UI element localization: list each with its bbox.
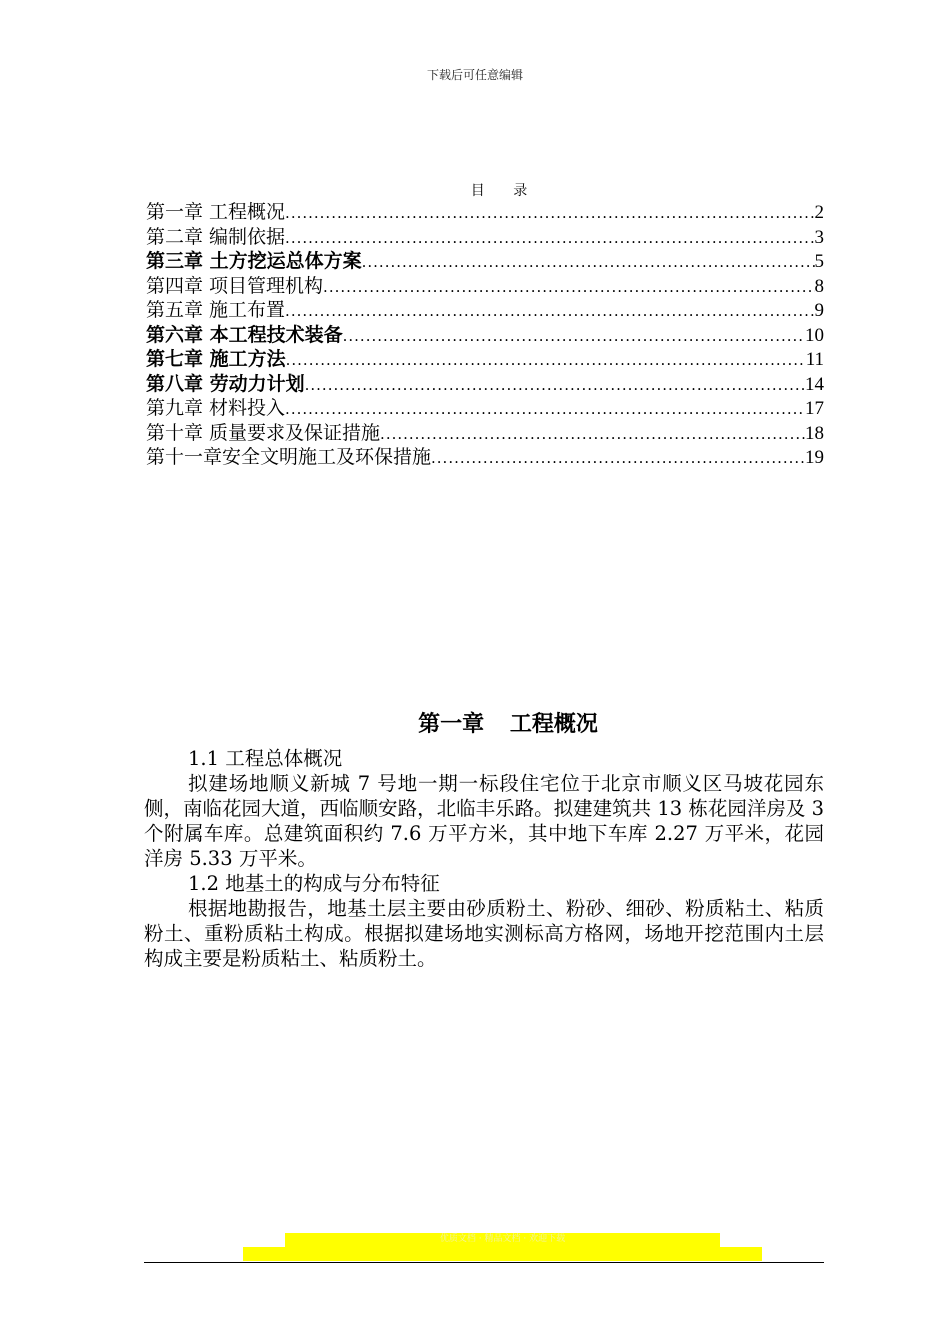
footer-rule — [144, 1262, 824, 1263]
chapter-body — [144, 746, 824, 971]
toc-leader-dots — [380, 422, 805, 446]
toc-entry-page: 10 — [805, 324, 824, 346]
toc-leader-dots — [323, 275, 814, 299]
toc-entry-label: 第八章 劳动力计划 — [146, 372, 305, 395]
toc-entry[interactable] — [146, 225, 824, 250]
toc-entry-page: 2 — [814, 202, 824, 223]
toc-leader-dots — [431, 446, 805, 470]
toc-leader-dots — [285, 299, 814, 323]
footer-highlight-band-bottom — [243, 1247, 762, 1261]
toc-entry-label: 第十章 质量要求及保证措施 — [146, 421, 381, 444]
toc-entry-page: 18 — [805, 422, 824, 444]
toc-leader-dots — [285, 397, 805, 421]
toc-leader-dots — [343, 324, 805, 348]
toc-entry-page: 19 — [805, 447, 824, 468]
body-paragraph: 根据地勘报告，地基土层主要由砂质粉土、粉砂、细砂、粉质粘土、粘质粉土、重粉质粘土构成。根据拟建场地实测标高方格网，场地开挖范围内土层构成主要是粉质粘土、粘质粉土。 — [144, 897, 824, 970]
toc-title: 目 录 — [470, 183, 540, 199]
toc-leader-dots — [285, 226, 814, 250]
toc-entry-page: 5 — [814, 251, 824, 272]
toc-entry-page: 8 — [814, 275, 824, 297]
toc-leader-dots — [286, 348, 806, 372]
toc-entry[interactable] — [146, 200, 824, 225]
toc-entry[interactable] — [146, 445, 824, 470]
section-subheading: 1.2 地基土的构成与分布特征 — [188, 872, 440, 895]
toc-leader-dots — [362, 250, 815, 274]
toc-entry[interactable] — [146, 347, 824, 372]
toc-entry[interactable] — [146, 249, 824, 274]
toc-entry-label: 第四章 项目管理机构 — [146, 274, 324, 297]
body-paragraph: 拟建场地顺义新城 7 号地一期一标段住宅位于北京市顺义区马坡花园东侧，南临花园大道，西临顺安路，北临丰乐路。拟建建筑共 13 栋花园洋房及 3 个附属车库。总建筑面积约 7.6 万平方米，其中地下车库 2.27 万平米，花园洋房 5.33 万平米。 — [144, 772, 824, 870]
table-of-contents — [146, 200, 824, 470]
toc-entry-label: 第一章 工程概况 — [146, 201, 286, 223]
toc-entry-page: 14 — [805, 373, 824, 395]
chapter-heading: 第一章 工程概况 — [418, 712, 598, 737]
toc-entry[interactable] — [146, 372, 824, 397]
header-note: 下载后可任意编辑 — [426, 68, 523, 82]
toc-leader-dots — [305, 373, 805, 397]
toc-entry[interactable] — [146, 298, 824, 323]
toc-entry[interactable] — [146, 396, 824, 421]
toc-entry-label: 第十一章安全文明施工及环保措施 — [146, 446, 432, 468]
toc-entry-page: 9 — [814, 300, 824, 321]
toc-entry-page: 11 — [805, 349, 824, 370]
toc-entry-label: 第二章 编制依据 — [146, 225, 286, 248]
section-subheading: 1.1 工程总体概况 — [188, 747, 343, 770]
toc-entry[interactable] — [146, 274, 824, 299]
toc-leader-dots — [285, 201, 814, 225]
toc-entry[interactable] — [146, 421, 824, 446]
toc-entry-label: 第三章 土方挖运总体方案 — [146, 250, 362, 272]
toc-entry-label: 第五章 施工布置 — [146, 299, 286, 321]
toc-entry-label: 第七章 施工方法 — [146, 348, 286, 370]
toc-entry-label: 第六章 本工程技术装备 — [146, 323, 343, 346]
toc-entry-page: 3 — [814, 226, 824, 248]
toc-entry-label: 第九章 材料投入 — [146, 397, 286, 419]
footer-faint-text: 优质文档 · 精品文档 · 欢迎下载 — [439, 1234, 566, 1244]
toc-entry[interactable] — [146, 323, 824, 348]
toc-entry-page: 17 — [805, 398, 824, 419]
